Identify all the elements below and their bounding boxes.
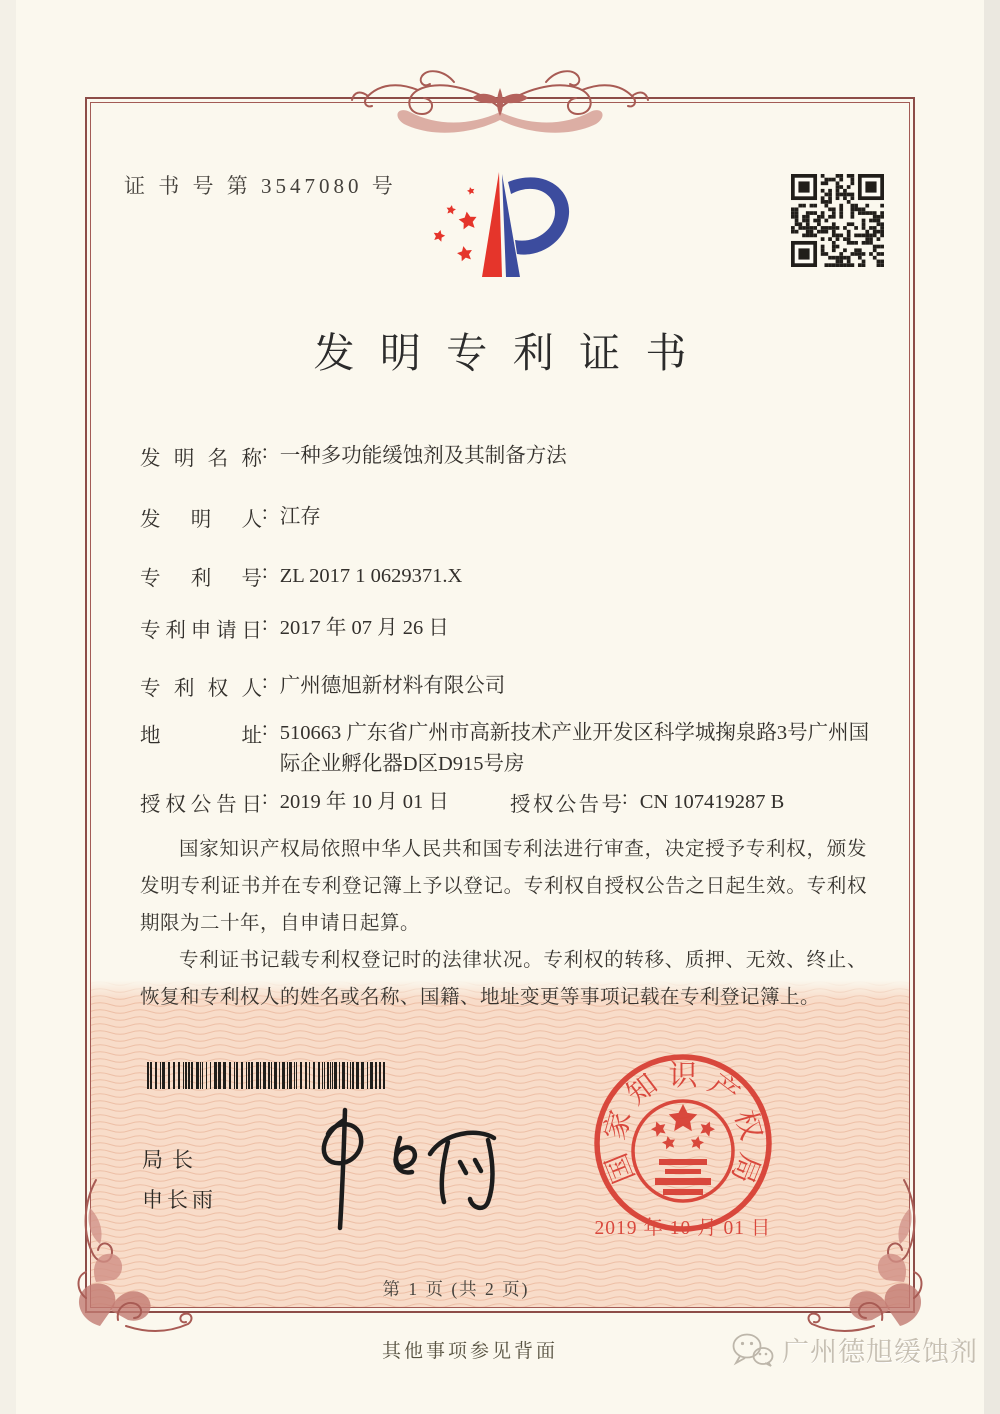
field-label: 专利权人 (140, 678, 262, 700)
field-label: 专利申请日 (140, 620, 262, 642)
page-number: 第 1 页 (共 2 页) (382, 1279, 530, 1299)
scan-edge-left (0, 0, 16, 1414)
certificate-number: 证 书 号 第 3547080 号 (124, 174, 397, 198)
svg-text:产: 产 (702, 1068, 745, 1112)
field-label: 发明名称 (140, 448, 262, 470)
svg-text:知: 知 (621, 1068, 664, 1112)
national-emblem (633, 1101, 733, 1201)
barcode (147, 1062, 387, 1089)
legal-paragraph-2: 专利证书记载专利权登记时的法律状况。专利权的转移、质押、无效、终止、恢复和专利权人的姓名或名称、国籍、地址变更等事项记载在专利登记簿上。 (140, 950, 867, 1008)
field-colon: : (262, 718, 268, 740)
svg-text:权: 权 (728, 1107, 767, 1144)
field-colon: : (262, 671, 268, 693)
field-colon: : (262, 613, 268, 635)
field-row-patentee (140, 671, 880, 702)
watermark-text: 广州德旭缓蚀剂 (782, 1337, 978, 1367)
cnipa-logo (413, 160, 578, 300)
field-label: 授权公告日 (140, 794, 262, 816)
field-label: 专利号 (140, 568, 262, 590)
ornament-center-drop (497, 88, 503, 116)
field-colon: : (262, 502, 268, 524)
field-value: 一种多功能缓蚀剂及其制备方法 (279, 445, 567, 467)
field-grant-number (510, 787, 784, 818)
field-label: 地址 (140, 725, 262, 747)
svg-text:国: 国 (600, 1148, 642, 1188)
qr-code (791, 174, 884, 267)
director-signature (282, 1104, 512, 1236)
watermark (732, 1330, 978, 1369)
field-colon: : (262, 441, 268, 463)
field-label: 授权公告号 (510, 794, 622, 816)
border-ornament-top (345, 56, 655, 156)
field-row-patent-number (140, 561, 880, 592)
field-value: 2019 年 10 月 01 日 (279, 791, 449, 813)
logo-stars (432, 186, 478, 262)
svg-text:家: 家 (599, 1107, 638, 1144)
director-title: 局长 (142, 1148, 202, 1172)
field-row-address (140, 718, 880, 780)
corner-ornament-bottom-right (804, 1178, 934, 1338)
field-value: ZL 2017 1 0629371.X (279, 565, 463, 587)
svg-text:局: 局 (724, 1148, 766, 1188)
field-colon: : (622, 787, 628, 809)
logo-cone (482, 172, 502, 277)
wechat-icon (732, 1332, 774, 1368)
field-row-invention-name (140, 441, 880, 472)
field-value: 广州德旭新材料有限公司 (279, 675, 506, 697)
official-seal (573, 1033, 793, 1253)
field-value: 2017 年 07 月 26 日 (279, 617, 449, 639)
field-colon: : (262, 787, 268, 809)
logo-p-bowl (508, 177, 569, 254)
field-colon: : (262, 561, 268, 583)
field-row-application-date (140, 613, 880, 644)
seal-date: 2019 年 10 月 01 日 (594, 1218, 772, 1239)
field-value: 510663 广东省广州市高新技术产业开发区科学城掬泉路3号广州国际企业孵化器D区D915号房 (279, 722, 870, 775)
field-row-inventor (140, 502, 880, 533)
field-value: 江存 (279, 506, 321, 528)
certificate-title: 发明专利证书 (313, 330, 712, 376)
legal-paragraph-1: 国家知识产权局依照中华人民共和国专利法进行审查，决定授予专利权，颁发发明专利证书并在专利登记簿上予以登记。专利权自授权公告之日起生效。专利权期限为二十年，自申请日起算。 (140, 839, 867, 934)
back-note: 其他事项参见背面 (381, 1341, 558, 1362)
scan-edge-right (984, 0, 1000, 1414)
svg-text:识: 识 (668, 1060, 698, 1092)
field-value: CN 107419287 B (639, 791, 785, 813)
director-name: 申长雨 (142, 1188, 217, 1212)
legal-text (140, 831, 867, 1016)
field-label: 发明人 (140, 509, 262, 531)
field-row-grant (140, 787, 880, 818)
